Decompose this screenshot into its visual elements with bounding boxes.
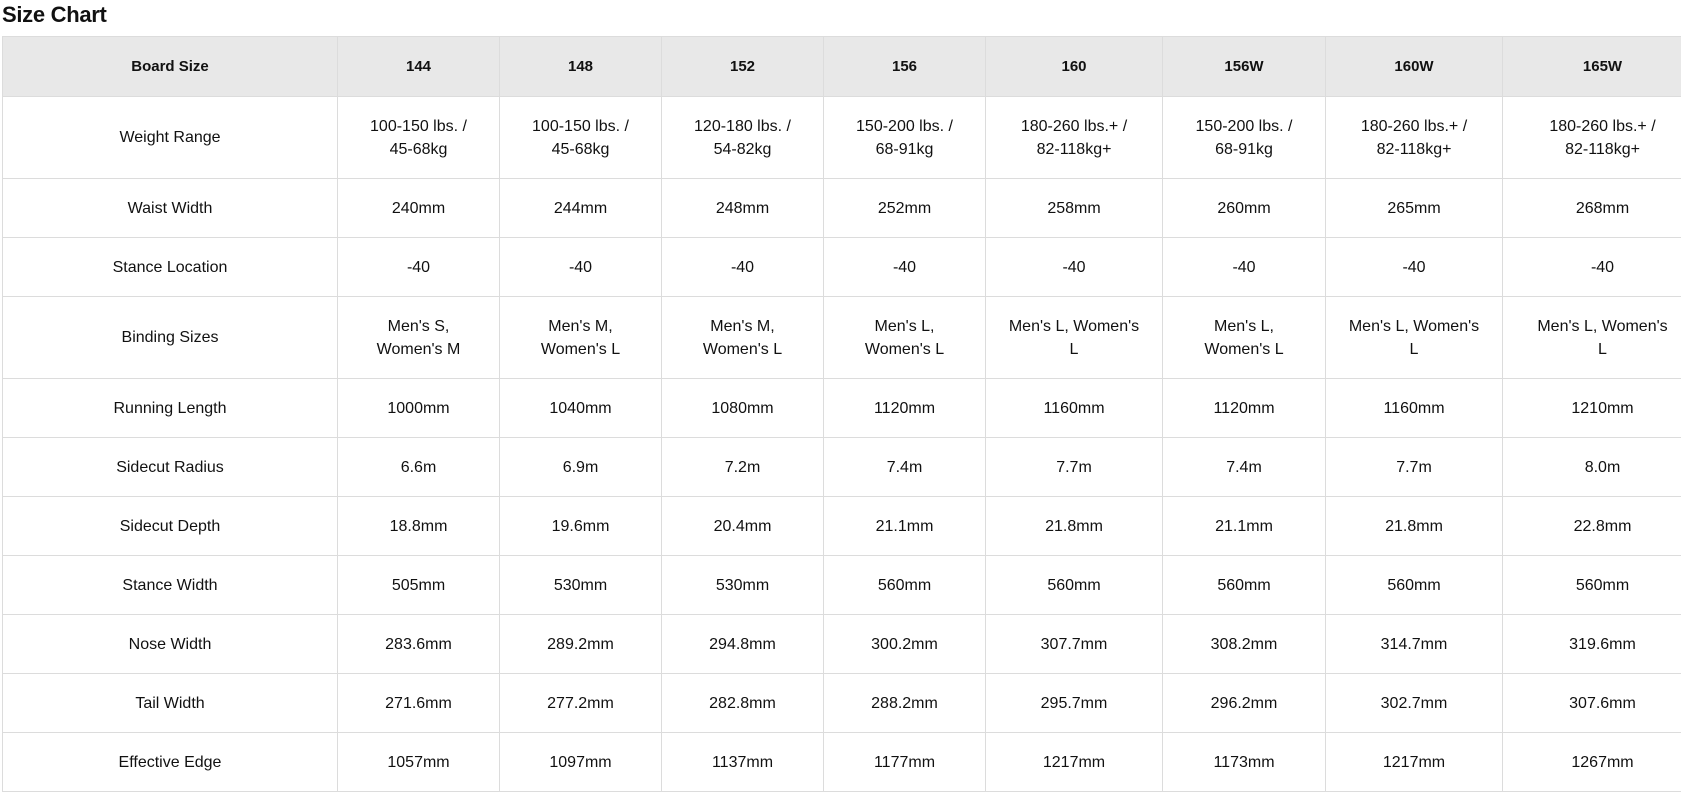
table-cell [986,297,1163,379]
cell-text-line: Women's L [864,340,945,358]
cell-text-line: -40 [1232,258,1256,276]
cell-text-line: 45-68kg [551,140,610,158]
table-cell [1503,615,1681,674]
table-cell [1326,238,1503,297]
cell-text-line: 150-200 lbs. / [856,117,953,135]
table-cell [1503,379,1681,438]
cell-text-line: 244mm [553,199,608,217]
table-cell [1163,179,1326,238]
table-cell [1503,297,1681,379]
table-cell [824,238,986,297]
table-cell [1163,497,1326,556]
table-cell [1163,556,1326,615]
table-cell [662,179,824,238]
column-header-size: 156 [824,37,986,97]
table-cell [1163,615,1326,674]
column-header-size: 156W [1163,37,1326,97]
cell-text-line: 7.7m [1396,458,1432,476]
table-row [3,674,1681,733]
table-row [3,97,1681,179]
table-cell [1326,615,1503,674]
page-title: Size Chart [2,2,107,27]
table-cell [824,674,986,733]
table-cell [1163,379,1326,438]
cell-text-line: 295.7mm [1040,694,1108,712]
table-cell [338,615,500,674]
cell-text-line: 1080mm [711,399,774,417]
table-cell [824,615,986,674]
table-row [3,733,1681,792]
cell-text-line: Women's L [1204,340,1284,358]
table-cell [662,97,824,179]
table-cell [986,674,1163,733]
cell-text-line: 82-118kg+ [1036,140,1112,158]
table-cell [338,556,500,615]
table-cell [1326,733,1503,792]
cell-text-line: 307.7mm [1040,635,1108,653]
table-cell [1163,97,1326,179]
table-cell [338,674,500,733]
table-cell [662,238,824,297]
table-cell [662,733,824,792]
column-header-size: 160 [986,37,1163,97]
table-cell [1503,556,1681,615]
cell-text-line: 505mm [391,576,446,594]
cell-text-line: 283.6mm [385,635,452,653]
table-cell [1503,733,1681,792]
table-row [3,179,1681,238]
cell-text-line: 300.2mm [871,635,938,653]
cell-text-line: 282.8mm [709,694,776,712]
cell-text-line: 7.4m [1226,458,1262,476]
cell-text-line: 6.6m [400,458,437,476]
table-cell [662,497,824,556]
table-cell [986,497,1163,556]
cell-text-line: 289.2mm [547,635,614,653]
table-cell [824,179,986,238]
table-cell [824,497,986,556]
table-cell [986,556,1163,615]
cell-text-line: -40 [568,258,593,276]
cell-text-line: 21.1mm [1215,517,1273,535]
table-row [3,438,1681,497]
cell-text-line: 1210mm [1571,399,1634,417]
cell-text-line: 314.7mm [1380,635,1448,653]
cell-text-line: 180-260 lbs.+ / [1549,117,1656,135]
cell-text-line: 20.4mm [713,517,772,535]
table-cell [824,97,986,179]
cell-text-line: 307.6mm [1569,694,1636,712]
cell-text-line: 560mm [1575,576,1630,594]
row-label: Sidecut Radius [3,438,338,497]
table-cell [1503,438,1681,497]
table-cell [500,733,662,792]
cell-text-line: 7.2m [724,458,761,476]
table-cell [1503,179,1681,238]
cell-text-line: 8.0m [1584,458,1621,476]
cell-text-line: L [1598,340,1607,358]
table-cell [986,97,1163,179]
cell-text-line: 150-200 lbs. / [1195,117,1293,135]
cell-text-line: 82-118kg+ [1376,140,1452,158]
cell-text-line: Men's L, [1214,317,1274,335]
cell-text-line: 19.6mm [551,517,610,535]
table-row [3,497,1681,556]
cell-text-line: 7.4m [886,458,923,476]
cell-text-line: L [1409,340,1419,358]
table-cell [1326,297,1503,379]
table-cell [662,438,824,497]
table-cell [1163,733,1326,792]
row-label: Waist Width [3,179,338,238]
cell-text-line: 68-91kg [1215,140,1273,158]
cell-text-line: 1217mm [1042,753,1106,771]
cell-text-line: 288.2mm [871,694,938,712]
cell-text-line: 22.8mm [1573,517,1632,535]
table-cell [824,438,986,497]
table-cell [500,615,662,674]
table-cell [1503,497,1681,556]
cell-text-line: 1177mm [873,753,936,771]
cell-text-line: 308.2mm [1210,635,1278,653]
cell-text-line: 100-150 lbs. / [370,117,467,135]
table-cell [500,556,662,615]
table-cell [338,297,500,379]
cell-text-line: 1160mm [1383,399,1445,417]
table-cell [500,497,662,556]
cell-text-line: 1000mm [387,399,450,417]
cell-text-line: Women's L [540,340,621,358]
row-label: Running Length [3,379,338,438]
cell-text-line: 21.8mm [1045,517,1103,535]
cell-text-line: 7.7m [1056,458,1092,476]
cell-text-line: 1097mm [549,753,612,771]
cell-text-line: 6.9m [562,458,599,476]
table-header-row [3,37,1681,97]
size-chart-table [2,36,1681,792]
cell-text-line: Men's L, Women's [1537,317,1668,335]
table-cell [1326,674,1503,733]
cell-text-line: 271.6mm [385,694,452,712]
row-label: Tail Width [3,674,338,733]
column-header-size: 148 [500,37,662,97]
cell-text-line: Men's L, [874,317,935,335]
cell-text-line: 294.8mm [709,635,776,653]
table-cell [1503,97,1681,179]
table-cell [1163,438,1326,497]
cell-text-line: 21.1mm [875,517,934,535]
table-cell [500,97,662,179]
cell-text-line: 252mm [877,199,932,217]
table-cell [500,674,662,733]
table-cell [338,238,500,297]
table-row [3,297,1681,379]
cell-text-line: 240mm [391,199,446,217]
cell-text-line: L [1069,340,1079,358]
cell-text-line: 560mm [1387,576,1441,594]
table-cell [824,733,986,792]
cell-text-line: Men's L, Women's [1348,317,1480,335]
cell-text-line: 268mm [1575,199,1630,217]
table-cell [1503,238,1681,297]
cell-text-line: 265mm [1387,199,1441,217]
cell-text-line: -40 [892,258,917,276]
table-cell [1326,179,1503,238]
table-cell [1503,674,1681,733]
cell-text-line: 1217mm [1382,753,1446,771]
table-cell [1326,438,1503,497]
column-header-size: 160W [1326,37,1503,97]
cell-text-line: 302.7mm [1380,694,1448,712]
table-cell [1326,497,1503,556]
table-cell [662,674,824,733]
column-header-size: 144 [338,37,500,97]
cell-text-line: 1267mm [1571,753,1634,771]
table-row [3,238,1681,297]
cell-text-line: 319.6mm [1569,635,1636,653]
cell-text-line: 54-82kg [713,140,772,158]
row-label: Weight Range [3,97,338,179]
cell-text-line: 560mm [1217,576,1271,594]
table-cell [986,379,1163,438]
cell-text-line: Women's L [702,340,783,358]
cell-text-line: 258mm [1047,199,1101,217]
cell-text-line: 68-91kg [875,140,934,158]
row-label: Sidecut Depth [3,497,338,556]
cell-text-line: Men's L, Women's [1008,317,1140,335]
table-cell [338,733,500,792]
cell-text-line: Men's M, [710,317,775,335]
row-label: Stance Width [3,556,338,615]
table-cell [1326,97,1503,179]
table-cell [338,438,500,497]
cell-text-line: 120-180 lbs. / [694,117,791,135]
table-cell [1163,297,1326,379]
column-header-size: 152 [662,37,824,97]
cell-text-line: 248mm [715,199,770,217]
table-cell [986,615,1163,674]
column-header-board-size: Board Size [3,37,338,97]
table-cell [662,556,824,615]
table-cell [662,379,824,438]
table-cell [986,238,1163,297]
table-cell [338,97,500,179]
table-cell [986,438,1163,497]
cell-text-line: 296.2mm [1210,694,1278,712]
cell-text-line: -40 [1402,258,1426,276]
row-label: Binding Sizes [3,297,338,379]
table-cell [338,379,500,438]
table-cell [338,497,500,556]
row-label: Nose Width [3,615,338,674]
cell-text-line: 560mm [1047,576,1101,594]
cell-text-line: 260mm [1217,199,1271,217]
table-cell [500,297,662,379]
table-cell [500,438,662,497]
table-cell [1163,238,1326,297]
table-cell [662,297,824,379]
table-cell [500,179,662,238]
cell-text-line: 45-68kg [389,140,448,158]
cell-text-line: 1120mm [873,399,936,417]
cell-text-line: 100-150 lbs. / [532,117,629,135]
cell-text-line: 1057mm [387,753,450,771]
table-cell [662,615,824,674]
cell-text-line: 180-260 lbs.+ / [1020,117,1128,135]
cell-text-line: Women's M [376,340,461,358]
cell-text-line: 277.2mm [547,694,614,712]
table-cell [1326,379,1503,438]
cell-text-line: 21.8mm [1385,517,1443,535]
column-header-size: 165W [1503,37,1681,97]
table-cell [500,238,662,297]
cell-text-line: -40 [730,258,755,276]
cell-text-line: 18.8mm [389,517,448,535]
cell-text-line: 560mm [877,576,932,594]
cell-text-line: 180-260 lbs.+ / [1360,117,1468,135]
table-row [3,556,1681,615]
table-row [3,379,1681,438]
cell-text-line: 1160mm [1043,399,1105,417]
table-cell [986,179,1163,238]
table-row [3,615,1681,674]
cell-text-line: Men's M, [548,317,613,335]
cell-text-line: -40 [1590,258,1615,276]
cell-text-line: 1173mm [1213,753,1275,771]
cell-text-line: 530mm [715,576,770,594]
table-cell [824,379,986,438]
cell-text-line: 530mm [553,576,608,594]
table-cell [500,379,662,438]
cell-text-line: -40 [1062,258,1086,276]
row-label: Effective Edge [3,733,338,792]
table-cell [986,733,1163,792]
cell-text-line: 1040mm [549,399,612,417]
cell-text-line: 1120mm [1213,399,1275,417]
cell-text-line: 1137mm [711,753,774,771]
cell-text-line: 82-118kg+ [1565,140,1640,158]
cell-text-line: Men's S, [387,317,450,335]
table-cell [824,297,986,379]
table-cell [338,179,500,238]
table-body [3,97,1681,792]
table-cell [1326,556,1503,615]
table-cell [1163,674,1326,733]
row-label: Stance Location [3,238,338,297]
table-cell [824,556,986,615]
cell-text-line: -40 [406,258,431,276]
